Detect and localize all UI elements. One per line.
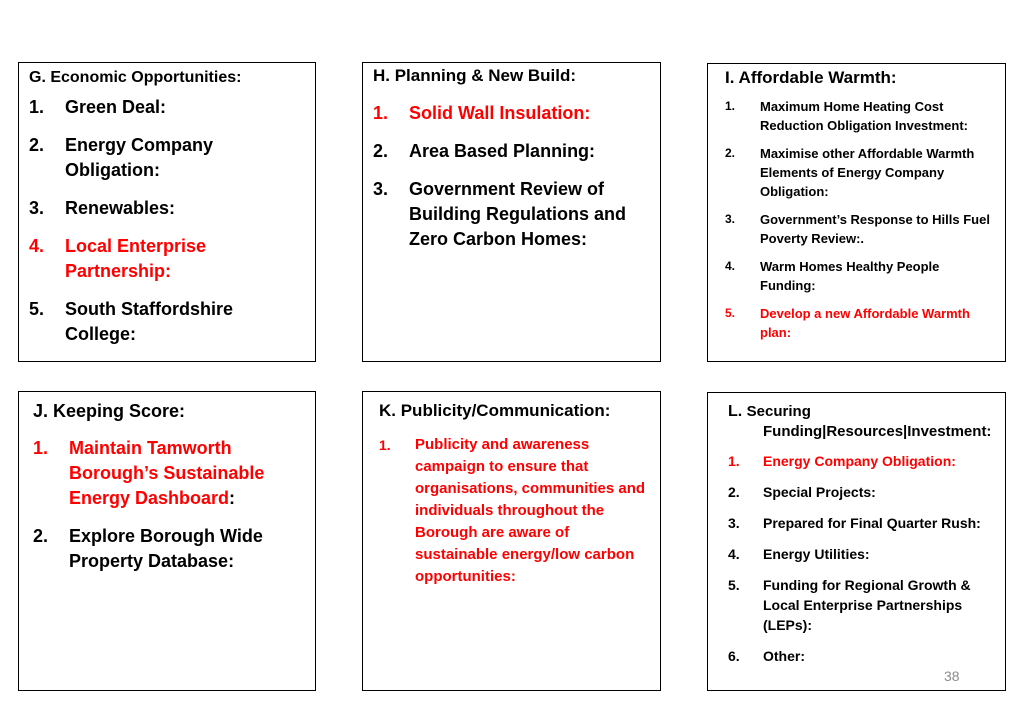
item-text: Other:: [763, 648, 805, 664]
box-title-letter: L.: [728, 403, 743, 420]
list-item: [725, 257, 997, 295]
item-text: Solid Wall Insulation:: [409, 103, 591, 123]
list-item: [33, 524, 301, 574]
list-item-highlighted: [373, 101, 650, 126]
item-text: Local Enterprise Partnership:: [65, 236, 207, 281]
item-text: Publicity and awareness campaign to ensure that organisations, communities and individuals throughout the Borough are aware of sustainable energy/low carbon opportunities:: [415, 436, 646, 585]
item-number: 1.: [29, 97, 45, 117]
item-text: Energy Company Obligation:: [65, 135, 214, 180]
item-text: Prepared for Final Quarter Rush:: [763, 515, 981, 531]
item-number: 5.: [725, 306, 736, 320]
item-number: 3.: [728, 515, 740, 531]
item-list: [29, 95, 305, 347]
item-text: Develop a new Affordable Warmth plan:: [760, 306, 970, 340]
affordable-warmth-box: [707, 63, 1006, 362]
list-item: [728, 482, 999, 502]
item-text: Green Deal:: [65, 97, 167, 117]
item-list: [373, 101, 650, 252]
item-number: 6.: [728, 648, 740, 664]
item-text: Area Based Planning:: [409, 141, 596, 161]
item-text: Explore Borough Wide Property Database:: [69, 526, 263, 571]
item-text: Energy Utilities:: [763, 546, 870, 562]
item-number: 3.: [29, 198, 45, 218]
item-list: [33, 436, 301, 574]
box-title: I. Affordable Warmth:: [725, 68, 897, 87]
item-text: Special Projects:: [763, 484, 876, 500]
item-number: 2.: [725, 146, 736, 160]
list-item-highlighted: [33, 436, 301, 511]
list-item: [728, 544, 999, 564]
item-number: 1.: [379, 437, 391, 453]
item-text: Warm Homes Healthy People Funding:: [760, 259, 940, 293]
box-title: [728, 403, 999, 443]
item-text: South Staffordshire College:: [65, 299, 234, 344]
item-text-suffix: :: [229, 488, 236, 508]
item-number: 5.: [29, 299, 45, 319]
item-number: 4.: [728, 546, 740, 562]
item-text: Maximum Home Heating Cost Reduction Obligation Investment:: [760, 99, 969, 133]
item-text: Government’s Response to Hills Fuel Poverty Review:.: [760, 212, 990, 246]
list-item-highlighted: [728, 451, 999, 471]
item-number: 2.: [29, 135, 45, 155]
list-item: [728, 575, 999, 635]
box-title-word: Securing: [746, 403, 811, 420]
item-number: 5.: [728, 577, 740, 593]
item-number: 2.: [728, 484, 740, 500]
list-item: [725, 144, 997, 201]
economic-opportunities-box: [18, 62, 316, 362]
list-item: [29, 133, 305, 183]
box-title-line2: Funding|Resources|Investment:: [763, 423, 992, 440]
list-item: [728, 646, 999, 666]
publicity-communication-box: [362, 391, 661, 691]
keeping-score-box: [18, 391, 316, 691]
item-number: 1.: [373, 103, 389, 123]
list-item: [728, 513, 999, 533]
securing-funding-box: [707, 392, 1006, 691]
box-title: H. Planning & New Build:: [373, 66, 577, 85]
item-number: 1.: [725, 99, 736, 113]
box-title: G. Economic Opportunities:: [29, 69, 242, 86]
item-text: Government Review of Building Regulations and Zero Carbon Homes:: [409, 179, 626, 249]
item-text: Renewables:: [65, 198, 176, 218]
list-item: [373, 177, 650, 252]
list-item-highlighted: [725, 304, 997, 342]
item-text: Maximise other Affordable Warmth Elements of Energy Company Obligation:: [760, 146, 975, 199]
box-title: K. Publicity/Communication:: [379, 401, 611, 420]
item-text-highlighted: Maintain Tamworth Borough’s Sustainable Energy Dashboard: [69, 438, 265, 508]
item-number: 4.: [29, 236, 45, 256]
list-item: [725, 97, 997, 135]
list-item: [29, 297, 305, 347]
item-number: 2.: [373, 141, 389, 161]
item-number: 2.: [33, 526, 49, 546]
list-item: [29, 196, 305, 221]
item-text: [69, 436, 301, 511]
list-item: [373, 139, 650, 164]
item-text: Energy Company Obligation:: [763, 453, 956, 469]
item-number: 3.: [725, 212, 736, 226]
list-item-highlighted: [379, 434, 652, 588]
planning-new-build-box: [362, 62, 661, 362]
list-item: [29, 95, 305, 120]
item-text: Funding for Regional Growth & Local Enterprise Partnerships (LEPs):: [763, 577, 971, 633]
list-item-highlighted: [29, 234, 305, 284]
item-number: 3.: [373, 179, 389, 199]
item-number: 1.: [728, 453, 740, 469]
box-title: J. Keeping Score:: [33, 401, 186, 421]
item-list: [725, 97, 997, 342]
item-list: [728, 451, 999, 666]
list-item: [725, 210, 997, 248]
item-number: 4.: [725, 259, 736, 273]
item-number: 1.: [33, 438, 49, 458]
item-list: [379, 434, 652, 588]
page-number: 38: [944, 668, 960, 684]
